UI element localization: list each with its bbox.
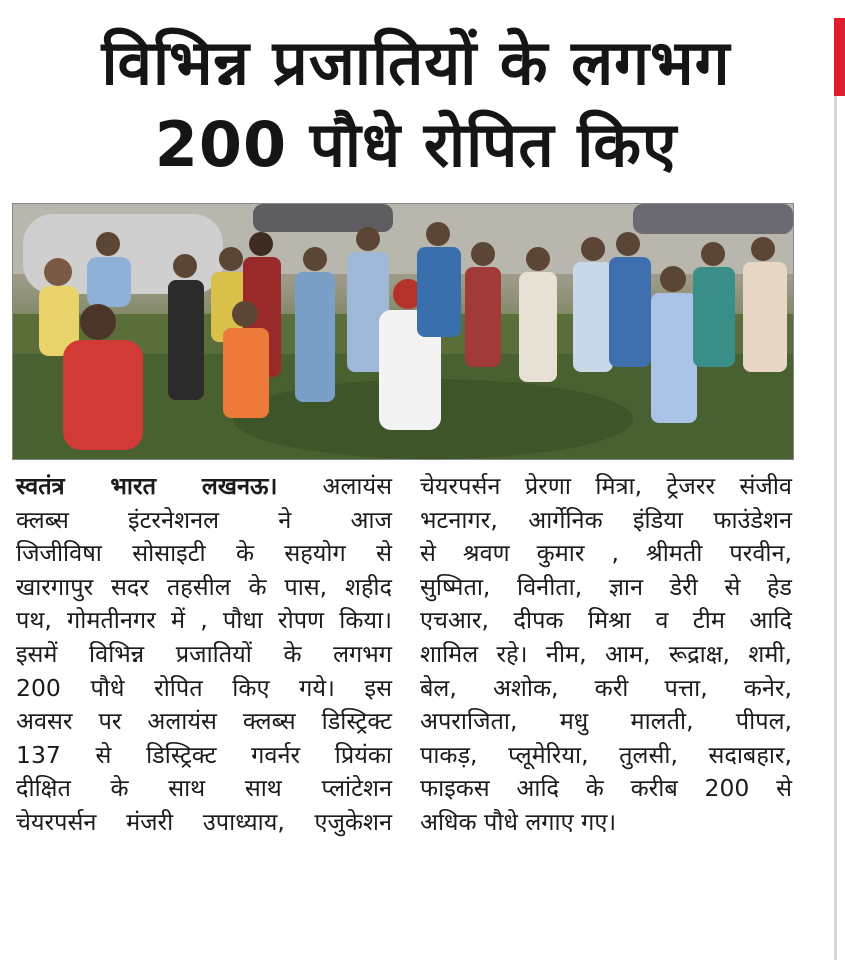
article-line: फाइकस आदि के करीब 200 से	[420, 774, 792, 803]
article-line: 200 पौधे रोपित किए गये। इस	[16, 673, 392, 702]
article-line: चेयरपर्सन मंजरी उपाध्याय, एजुकेशन	[16, 807, 392, 836]
article-line: पथ, गोमतीनगर में , पौधा रोपण किया।	[16, 606, 392, 635]
article-line: बेल, अशोक, करी पत्ता, कनेर,	[420, 673, 792, 702]
article-line: खारगापुर सदर तहसील के पास, शहीद	[16, 572, 392, 601]
section-marker	[834, 18, 845, 96]
article-line: सुष्मिता, विनीता, ज्ञान डेरी से हेड	[420, 572, 792, 601]
article-line: अपराजिता, मधु मालती, पीपल,	[420, 707, 792, 736]
article-line: शामिल रहे। नीम, आम, रूद्राक्ष, शमी,	[420, 639, 792, 668]
article-line: से श्रवण कुमार , श्रीमती परवीन,	[420, 539, 792, 568]
column-rule	[834, 18, 837, 960]
article-line-text: अलायंस	[277, 472, 392, 500]
headline	[10, 22, 822, 186]
article-line: इसमें विभिन्न प्रजातियों के लगभग	[16, 639, 392, 668]
article-line	[16, 470, 392, 504]
headline-line-1: विभिन्न प्रजातियों के लगभग	[101, 26, 731, 99]
article-line: भटनागर, आर्गेनिक इंडिया फाउंडेशन	[420, 505, 792, 534]
article-line: एचआर, दीपक मिश्रा व टीम आदि	[420, 606, 792, 635]
plantation-photo-illustration	[13, 204, 793, 459]
article-line: क्लब्स इंटरनेशनल ने आज	[16, 505, 392, 534]
car-shape	[633, 204, 793, 234]
article-line: 137 से डिस्ट्रिक्ट गवर्नर प्रियंका	[16, 740, 392, 769]
article-line: अधिक पौधे लगाए गए।	[420, 807, 617, 836]
dateline: स्वतंत्र भारत लखनऊ।	[16, 472, 278, 500]
headline-line-2: 200 पौधे रोपित किए	[154, 108, 678, 181]
article-line: दीक्षित के साथ साथ प्लांटेशन	[16, 774, 392, 803]
article-line: पाकड़, प्लूमेरिया, तुलसी, सदाबहार,	[420, 740, 792, 769]
article-column-right	[420, 470, 792, 840]
article-line: जिजीविषा सोसाइटी के सहयोग से	[16, 539, 392, 568]
article-column-left	[16, 470, 392, 840]
news-photo	[12, 203, 794, 460]
article-line: अवसर पर अलायंस क्लब्स डिस्ट्रिक्ट	[16, 707, 392, 736]
article-line: चेयरपर्सन प्रेरणा मित्रा, ट्रेजरर संजीव	[420, 472, 792, 500]
